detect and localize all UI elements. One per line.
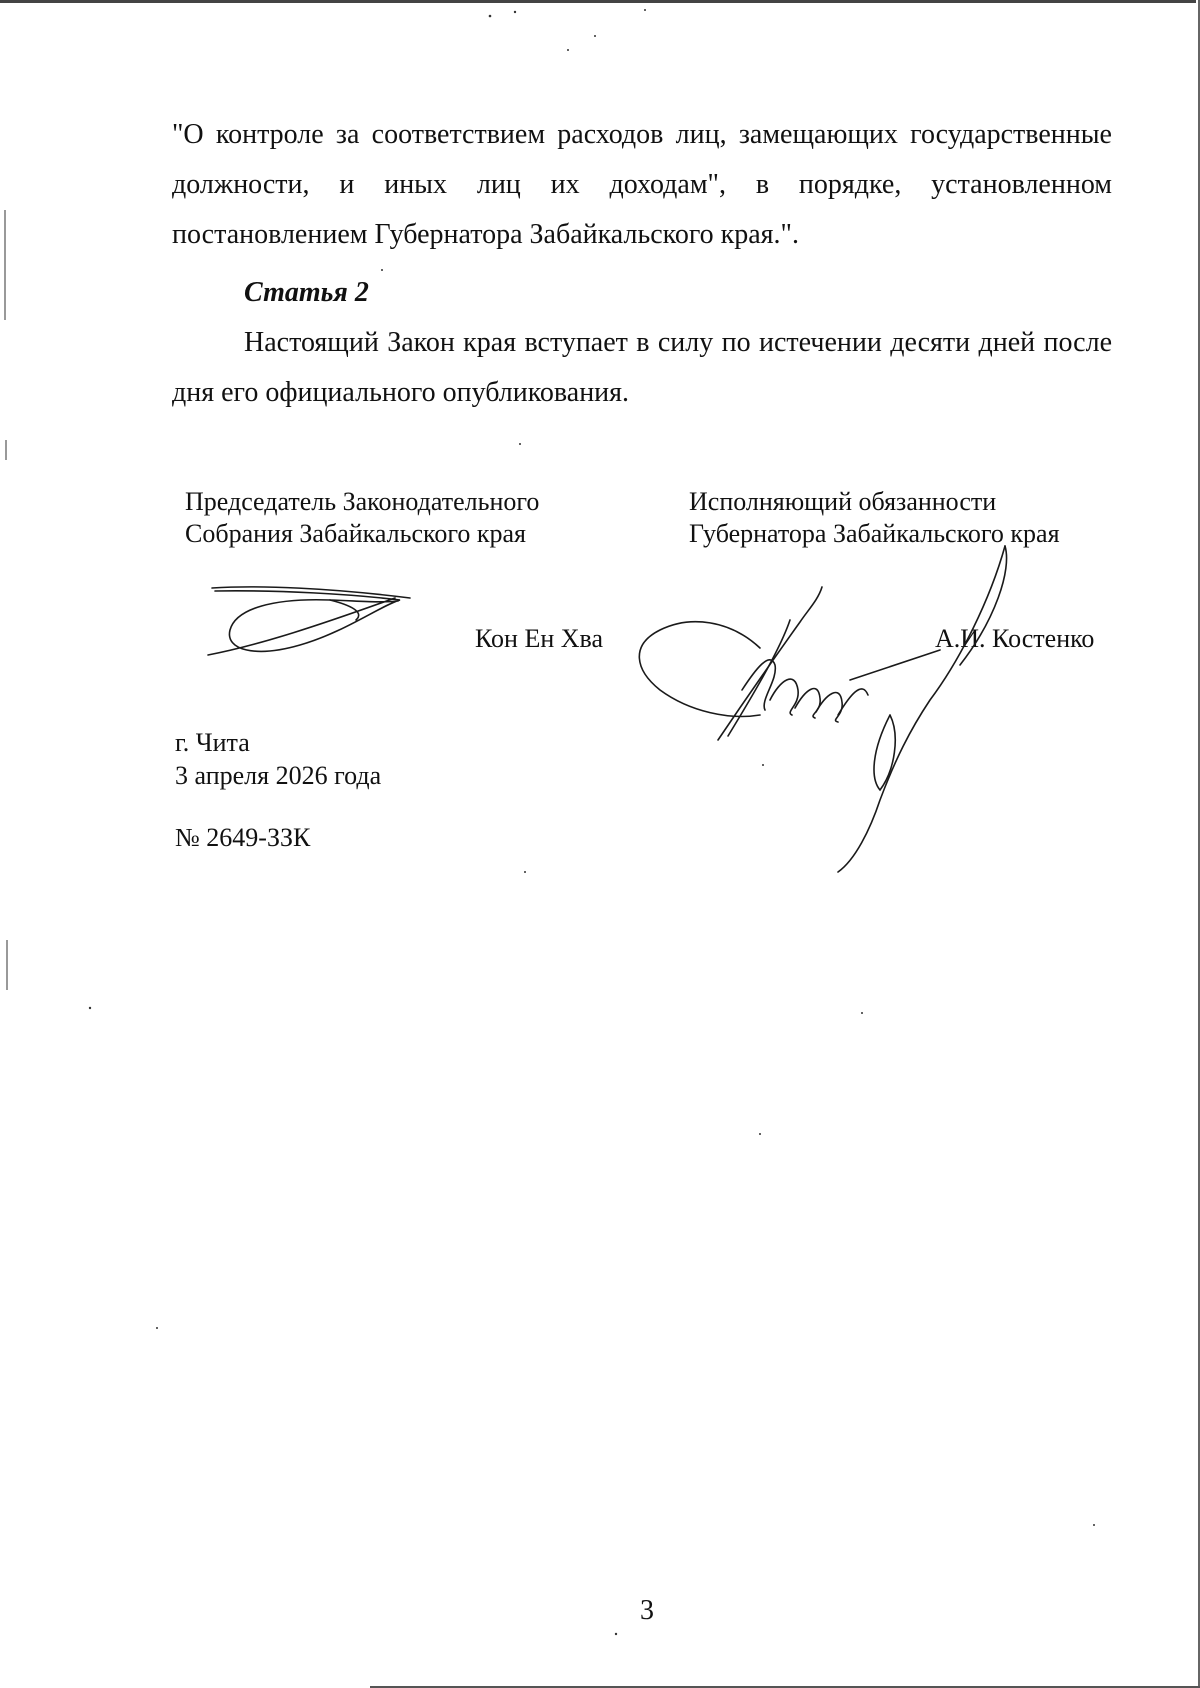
article-2-heading: Статья 2: [244, 277, 369, 308]
right-title-line-1: Исполняющий обязанности: [689, 487, 997, 516]
paragraph-continuation: "О контроле за соответствием расходов лиц, замещающих государственные должности, и иных лиц их доходам", в порядке, установленном постановлением Губернатора Забайкальского края.".: [172, 119, 1112, 250]
right-title-line-2: Губернатора Забайкальского края: [689, 519, 1060, 548]
left-title-line-2: Собрания Забайкальского края: [185, 519, 526, 548]
left-title-line-1: Председатель Законодательного: [185, 487, 540, 516]
signing-date: 3 апреля 2026 года: [175, 761, 382, 790]
law-number: № 2649-ЗЗК: [175, 823, 311, 852]
city: г. Чита: [175, 728, 250, 757]
article-2-text: Настоящий Закон края вступает в силу по истечении десяти дней после дня его официального опубликования.: [172, 327, 1112, 408]
right-signatory-name: А.И. Костенко: [935, 624, 1095, 653]
left-signatory-name: Кон Ен Хва: [475, 624, 604, 653]
page-number: 3: [640, 1595, 654, 1626]
